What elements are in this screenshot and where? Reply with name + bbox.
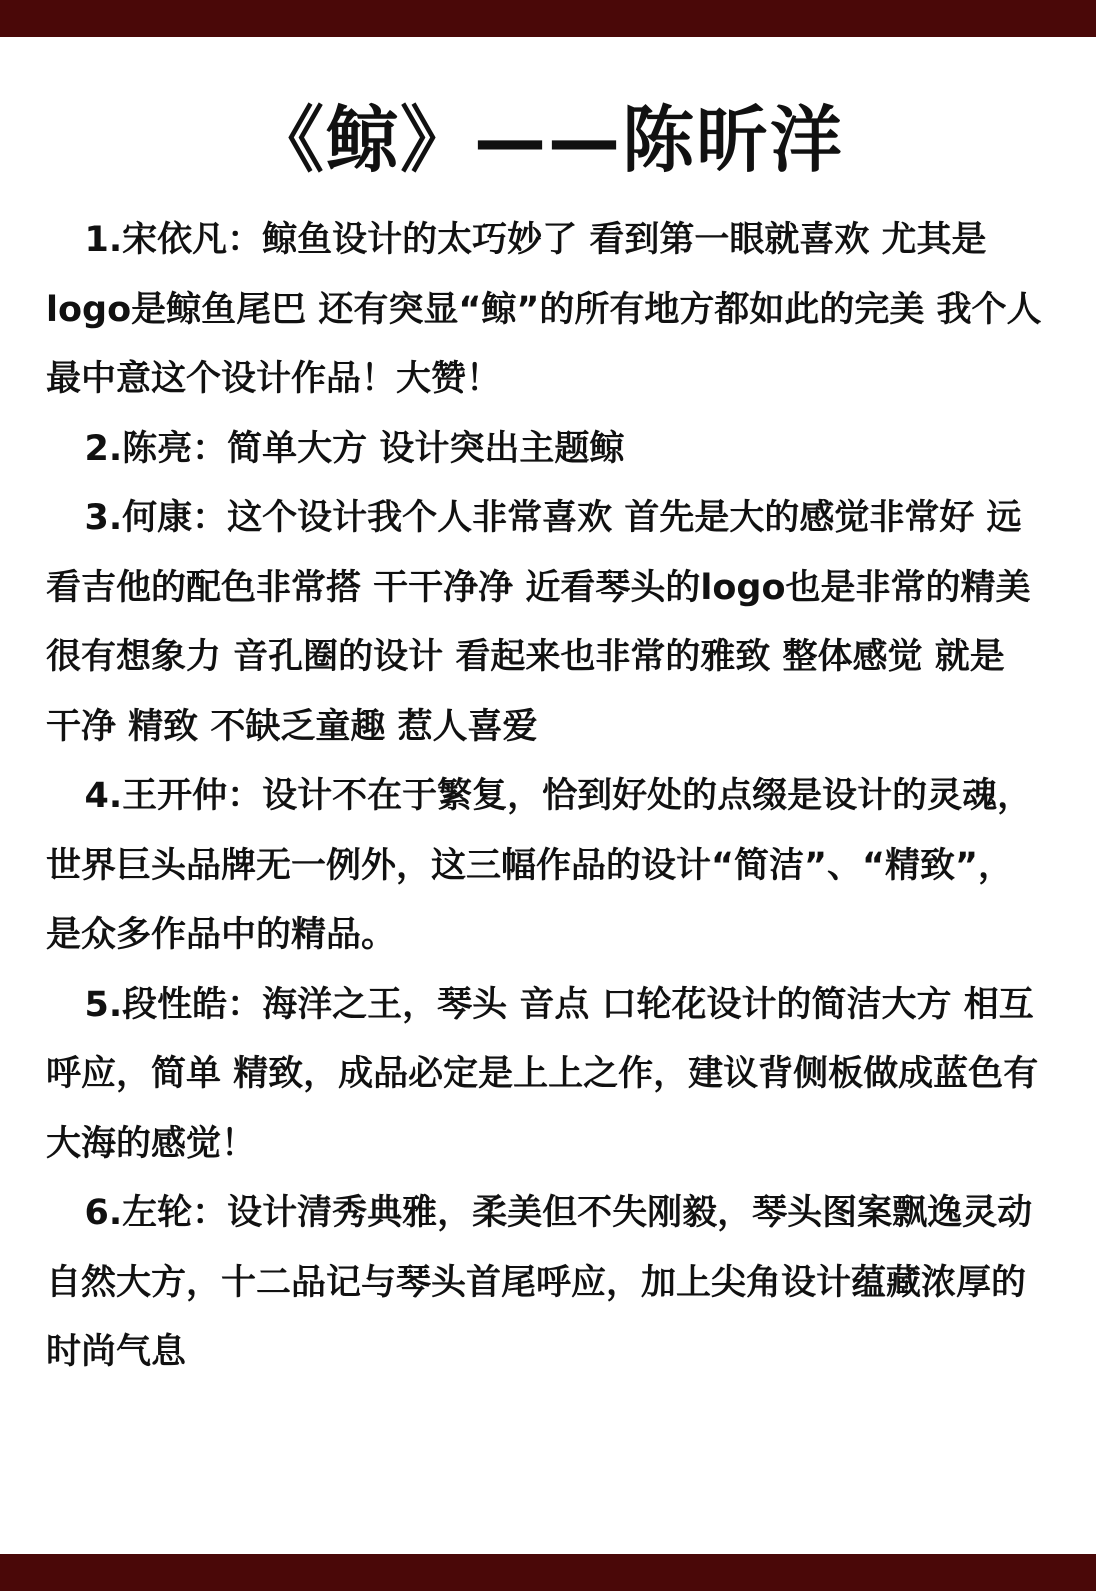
page-title: 《鲸》——陈昕洋 [251, 98, 844, 182]
comment-paragraph-3: 3.何康：这个设计我个人非常喜欢 首先是大的感觉非常好 远看吉他的配色非常搭 干干净净 近看琴头的logo也是非常的精美 很有想象力 音孔圈的设计 看起来也非常的雅致 整体感觉 就是 干净 精致 不缺乏童趣 惹人喜爱 [46, 498, 1043, 747]
comment-paragraph-5: 5.段性皓：海洋之王，琴头 音点 口轮花设计的简洁大方 相互呼应，简单 精致，成品必定是上上之作，建议背侧板做成蓝色有大海的感觉！ [46, 984, 1039, 1164]
comment-paragraph-1: 1.宋依凡：鲸鱼设计的太巧妙了 看到第一眼就喜欢 尤其是logo是鲸鱼尾巴 还有突显“鲸”的所有地方都如此的完美 我个人最中意这个设计作品！大赞！ [46, 220, 1042, 399]
comments-body [46, 206, 1046, 1388]
comment-paragraph-4: 4.王开仲：设计不在于繁复，恰到好处的点缀是设计的灵魂，世界巨头品牌无一例外，这三幅作品的设计“简洁”、“精致”，是众多作品中的精品。 [46, 776, 1033, 955]
comment-paragraph-2: 2.陈亮：简单大方 设计突出主题鲸 [84, 428, 625, 469]
bottom-border-bar [0, 1554, 1096, 1591]
comment-paragraph-6: 6.左轮：设计清秀典雅，柔美但不失刚毅，琴头图案飘逸灵动 自然大方，十二品记与琴头首尾呼应，加上尖角设计蕴藏浓厚的时尚气息 [46, 1193, 1045, 1372]
top-border-bar [0, 0, 1096, 37]
